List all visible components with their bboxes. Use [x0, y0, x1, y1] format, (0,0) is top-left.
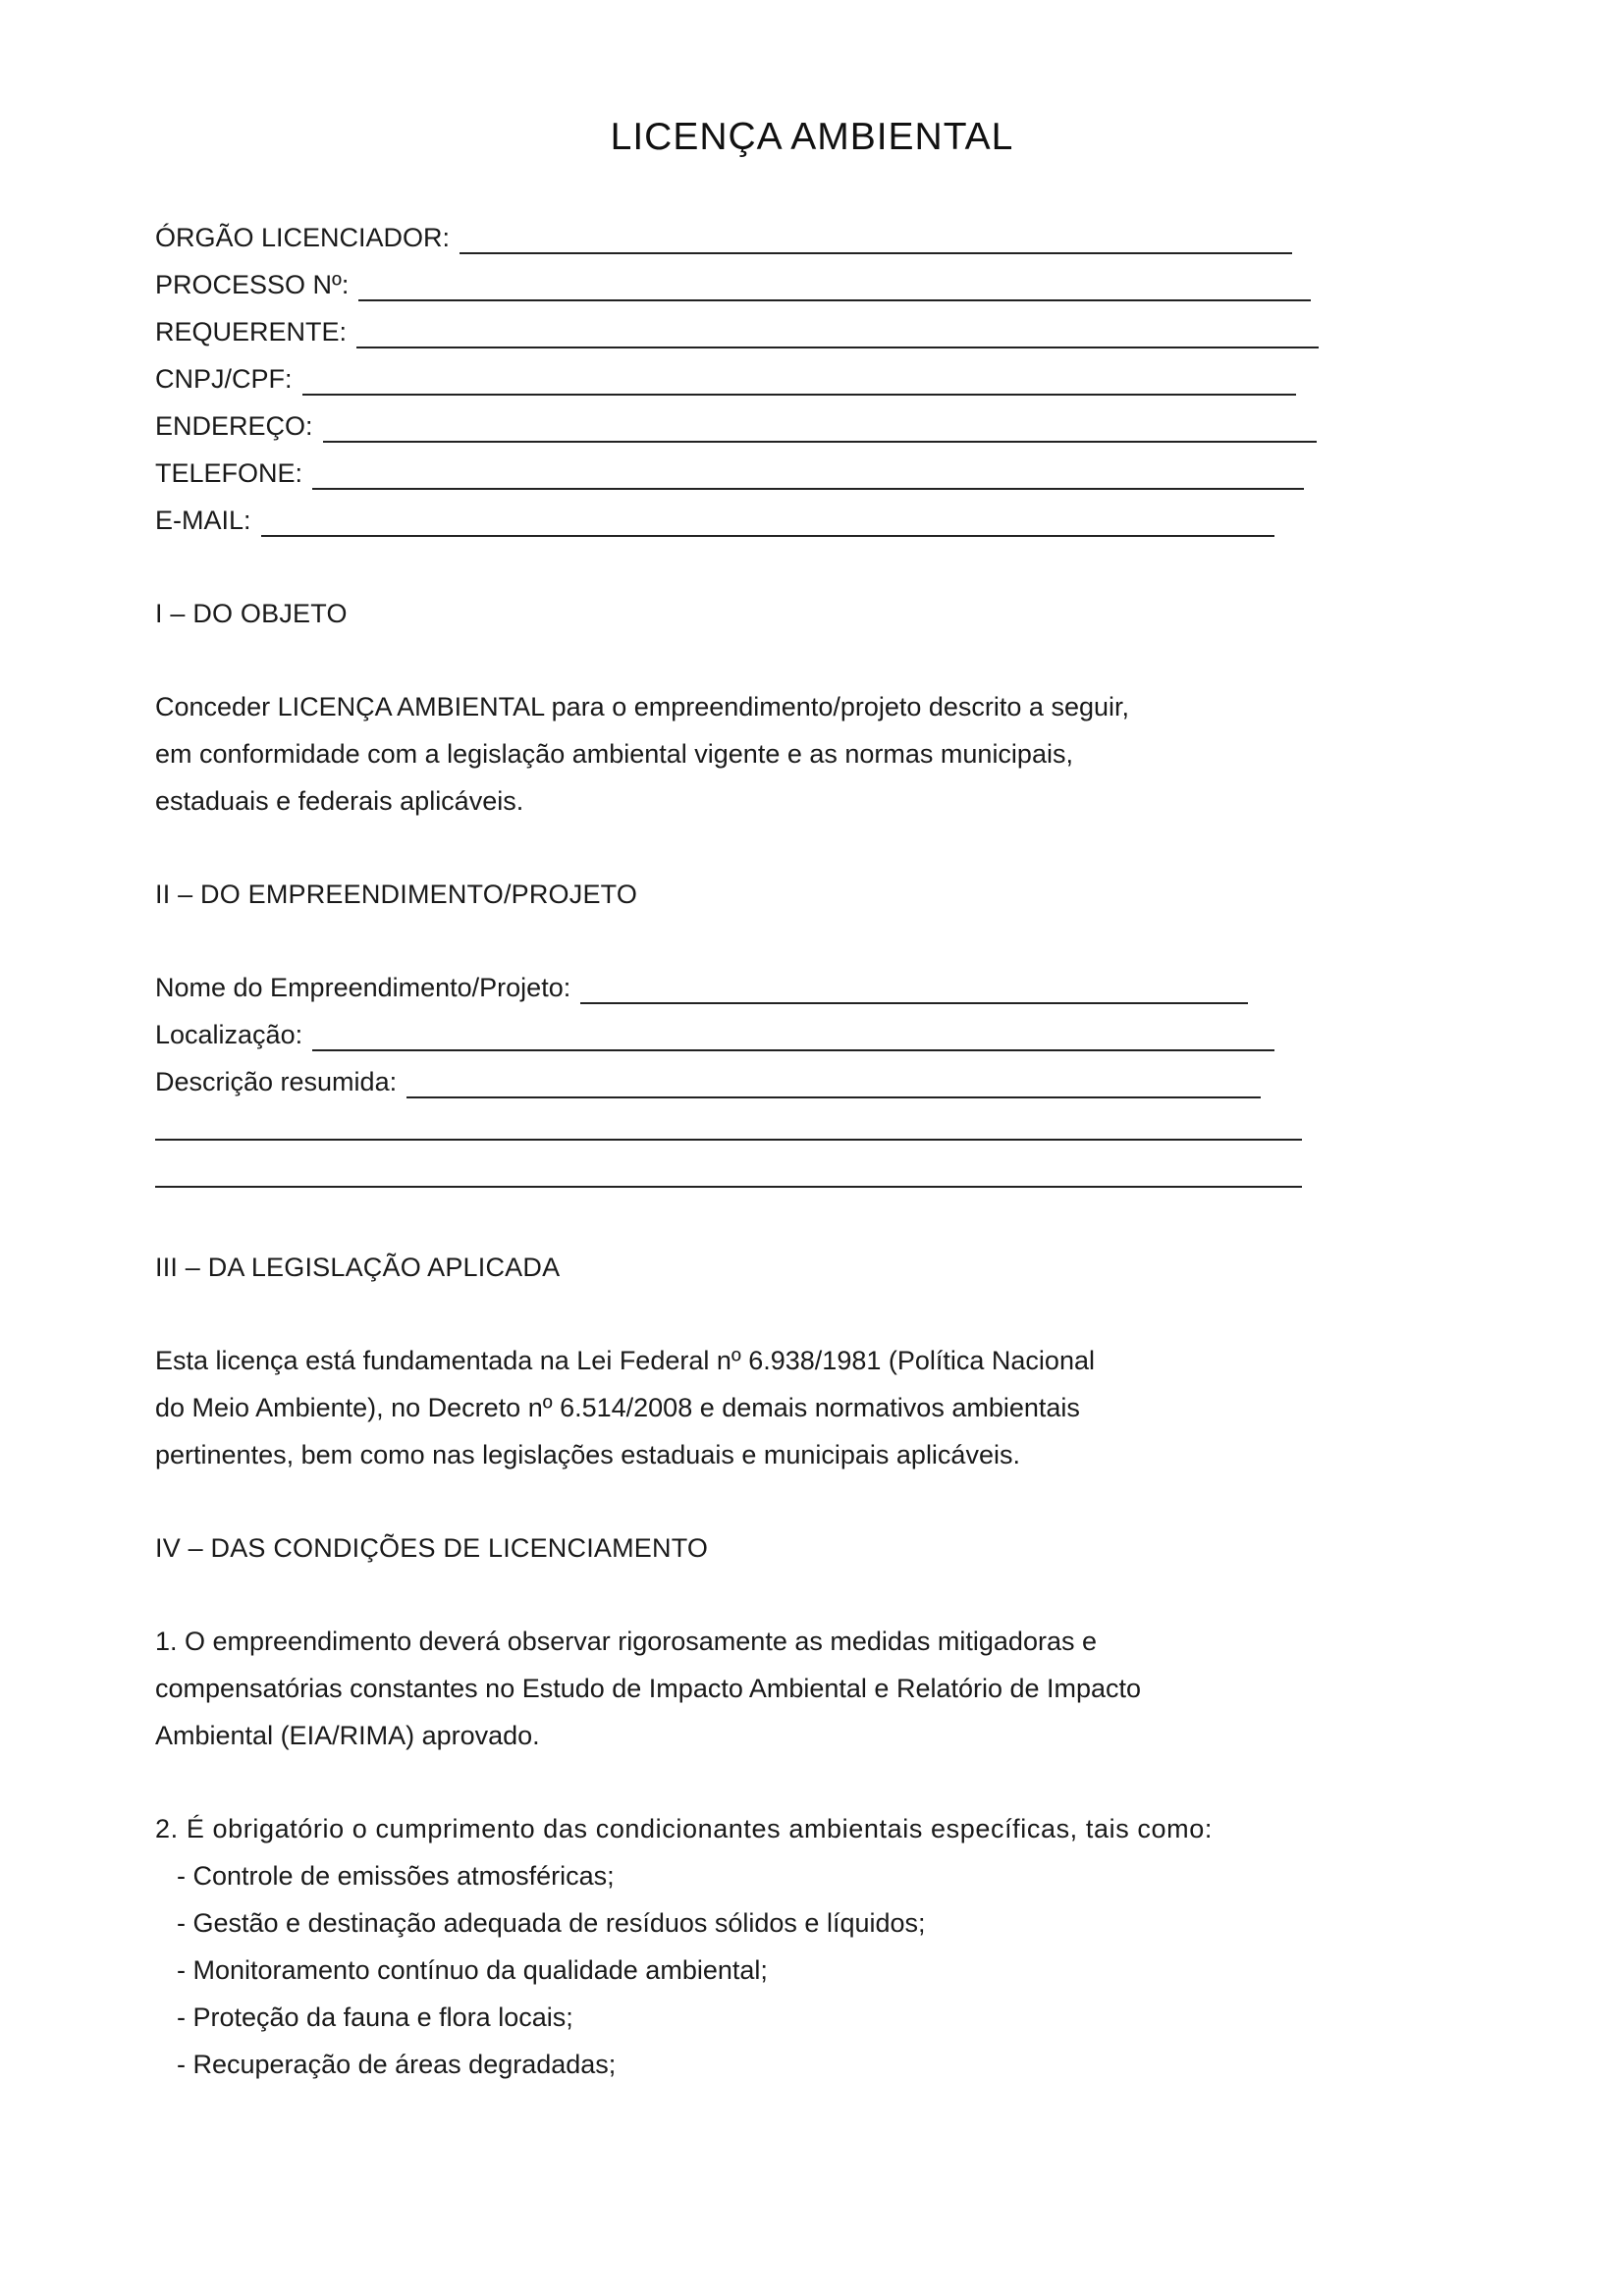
paragraph-line: 1. O empreendimento deverá observar rigorosamente as medidas mitigadoras e: [155, 1627, 1097, 1656]
list-item: - Monitoramento contínuo da qualidade ambiental;: [177, 1955, 768, 1985]
field-orgao-licenciador: [155, 221, 1292, 254]
paragraph-line: Conceder LICENÇA AMBIENTAL para o empreendimento/projeto descrito a seguir,: [155, 692, 1129, 721]
field-label: Nome do Empreendimento/Projeto:: [155, 973, 571, 1002]
field-requerente: [155, 315, 1319, 348]
fill-line[interactable]: [460, 227, 1292, 254]
field-label: TELEFONE:: [155, 458, 303, 488]
field-cnpj-cpf: [155, 362, 1296, 396]
fill-line[interactable]: [323, 415, 1317, 443]
field-label: PROCESSO Nº:: [155, 270, 350, 299]
field-label: ENDEREÇO:: [155, 411, 313, 441]
list-item: - Proteção da fauna e flora locais;: [177, 2002, 573, 2032]
list-item: - Gestão e destinação adequada de resíduos sólidos e líquidos;: [177, 1908, 926, 1938]
field-label: ÓRGÃO LICENCIADOR:: [155, 223, 451, 252]
paragraph-line: estaduais e federais aplicáveis.: [155, 786, 524, 816]
fill-line[interactable]: [302, 368, 1296, 396]
fill-line[interactable]: [580, 977, 1248, 1004]
field-endereco: [155, 409, 1317, 443]
section-heading-empreendimento: II – DO EMPREENDIMENTO/PROJETO: [155, 880, 638, 909]
document-title: LICENÇA AMBIENTAL: [610, 116, 1014, 158]
field-label: REQUERENTE:: [155, 317, 348, 347]
field-nome-empreendimento: [155, 971, 1248, 1004]
field-label: Localização:: [155, 1020, 303, 1049]
field-telefone: [155, 456, 1304, 490]
blank-description-line[interactable]: [155, 1139, 1302, 1141]
fill-line[interactable]: [406, 1071, 1261, 1098]
blank-description-line[interactable]: [155, 1186, 1302, 1188]
field-descricao-resumida: [155, 1065, 1261, 1098]
fill-line[interactable]: [356, 321, 1319, 348]
paragraph-line: em conformidade com a legislação ambiental vigente e as normas municipais,: [155, 739, 1073, 769]
paragraph-line: pertinentes, bem como nas legislações estaduais e municipais aplicáveis.: [155, 1440, 1020, 1469]
paragraph-line: Esta licença está fundamentada na Lei Federal nº 6.938/1981 (Política Nacional: [155, 1346, 1095, 1375]
paragraph-line: do Meio Ambiente), no Decreto nº 6.514/2008 e demais normativos ambientais: [155, 1393, 1080, 1422]
section-heading-legislacao: III – DA LEGISLAÇÃO APLICADA: [155, 1253, 561, 1282]
fill-line[interactable]: [312, 1024, 1274, 1051]
list-item: - Controle de emissões atmosféricas;: [177, 1861, 615, 1891]
field-label: CNPJ/CPF:: [155, 364, 293, 394]
field-localizacao: [155, 1018, 1274, 1051]
field-label: E-MAIL:: [155, 506, 251, 535]
fill-line[interactable]: [358, 274, 1311, 301]
paragraph-line: compensatórias constantes no Estudo de Impacto Ambiental e Relatório de Impacto: [155, 1674, 1142, 1703]
item-intro: 2. É obrigatório o cumprimento das condicionantes ambientais específicas, tais como:: [155, 1814, 1213, 1843]
section-heading-condicoes: IV – DAS CONDIÇÕES DE LICENCIAMENTO: [155, 1533, 709, 1563]
fill-line[interactable]: [261, 509, 1274, 537]
field-label: Descrição resumida:: [155, 1067, 398, 1096]
list-item: - Recuperação de áreas degradadas;: [177, 2050, 617, 2079]
section-heading-objeto: I – DO OBJETO: [155, 599, 348, 628]
paragraph-line: Ambiental (EIA/RIMA) aprovado.: [155, 1721, 540, 1750]
field-processo: [155, 268, 1311, 301]
fill-line[interactable]: [312, 462, 1304, 490]
field-email: [155, 504, 1274, 537]
